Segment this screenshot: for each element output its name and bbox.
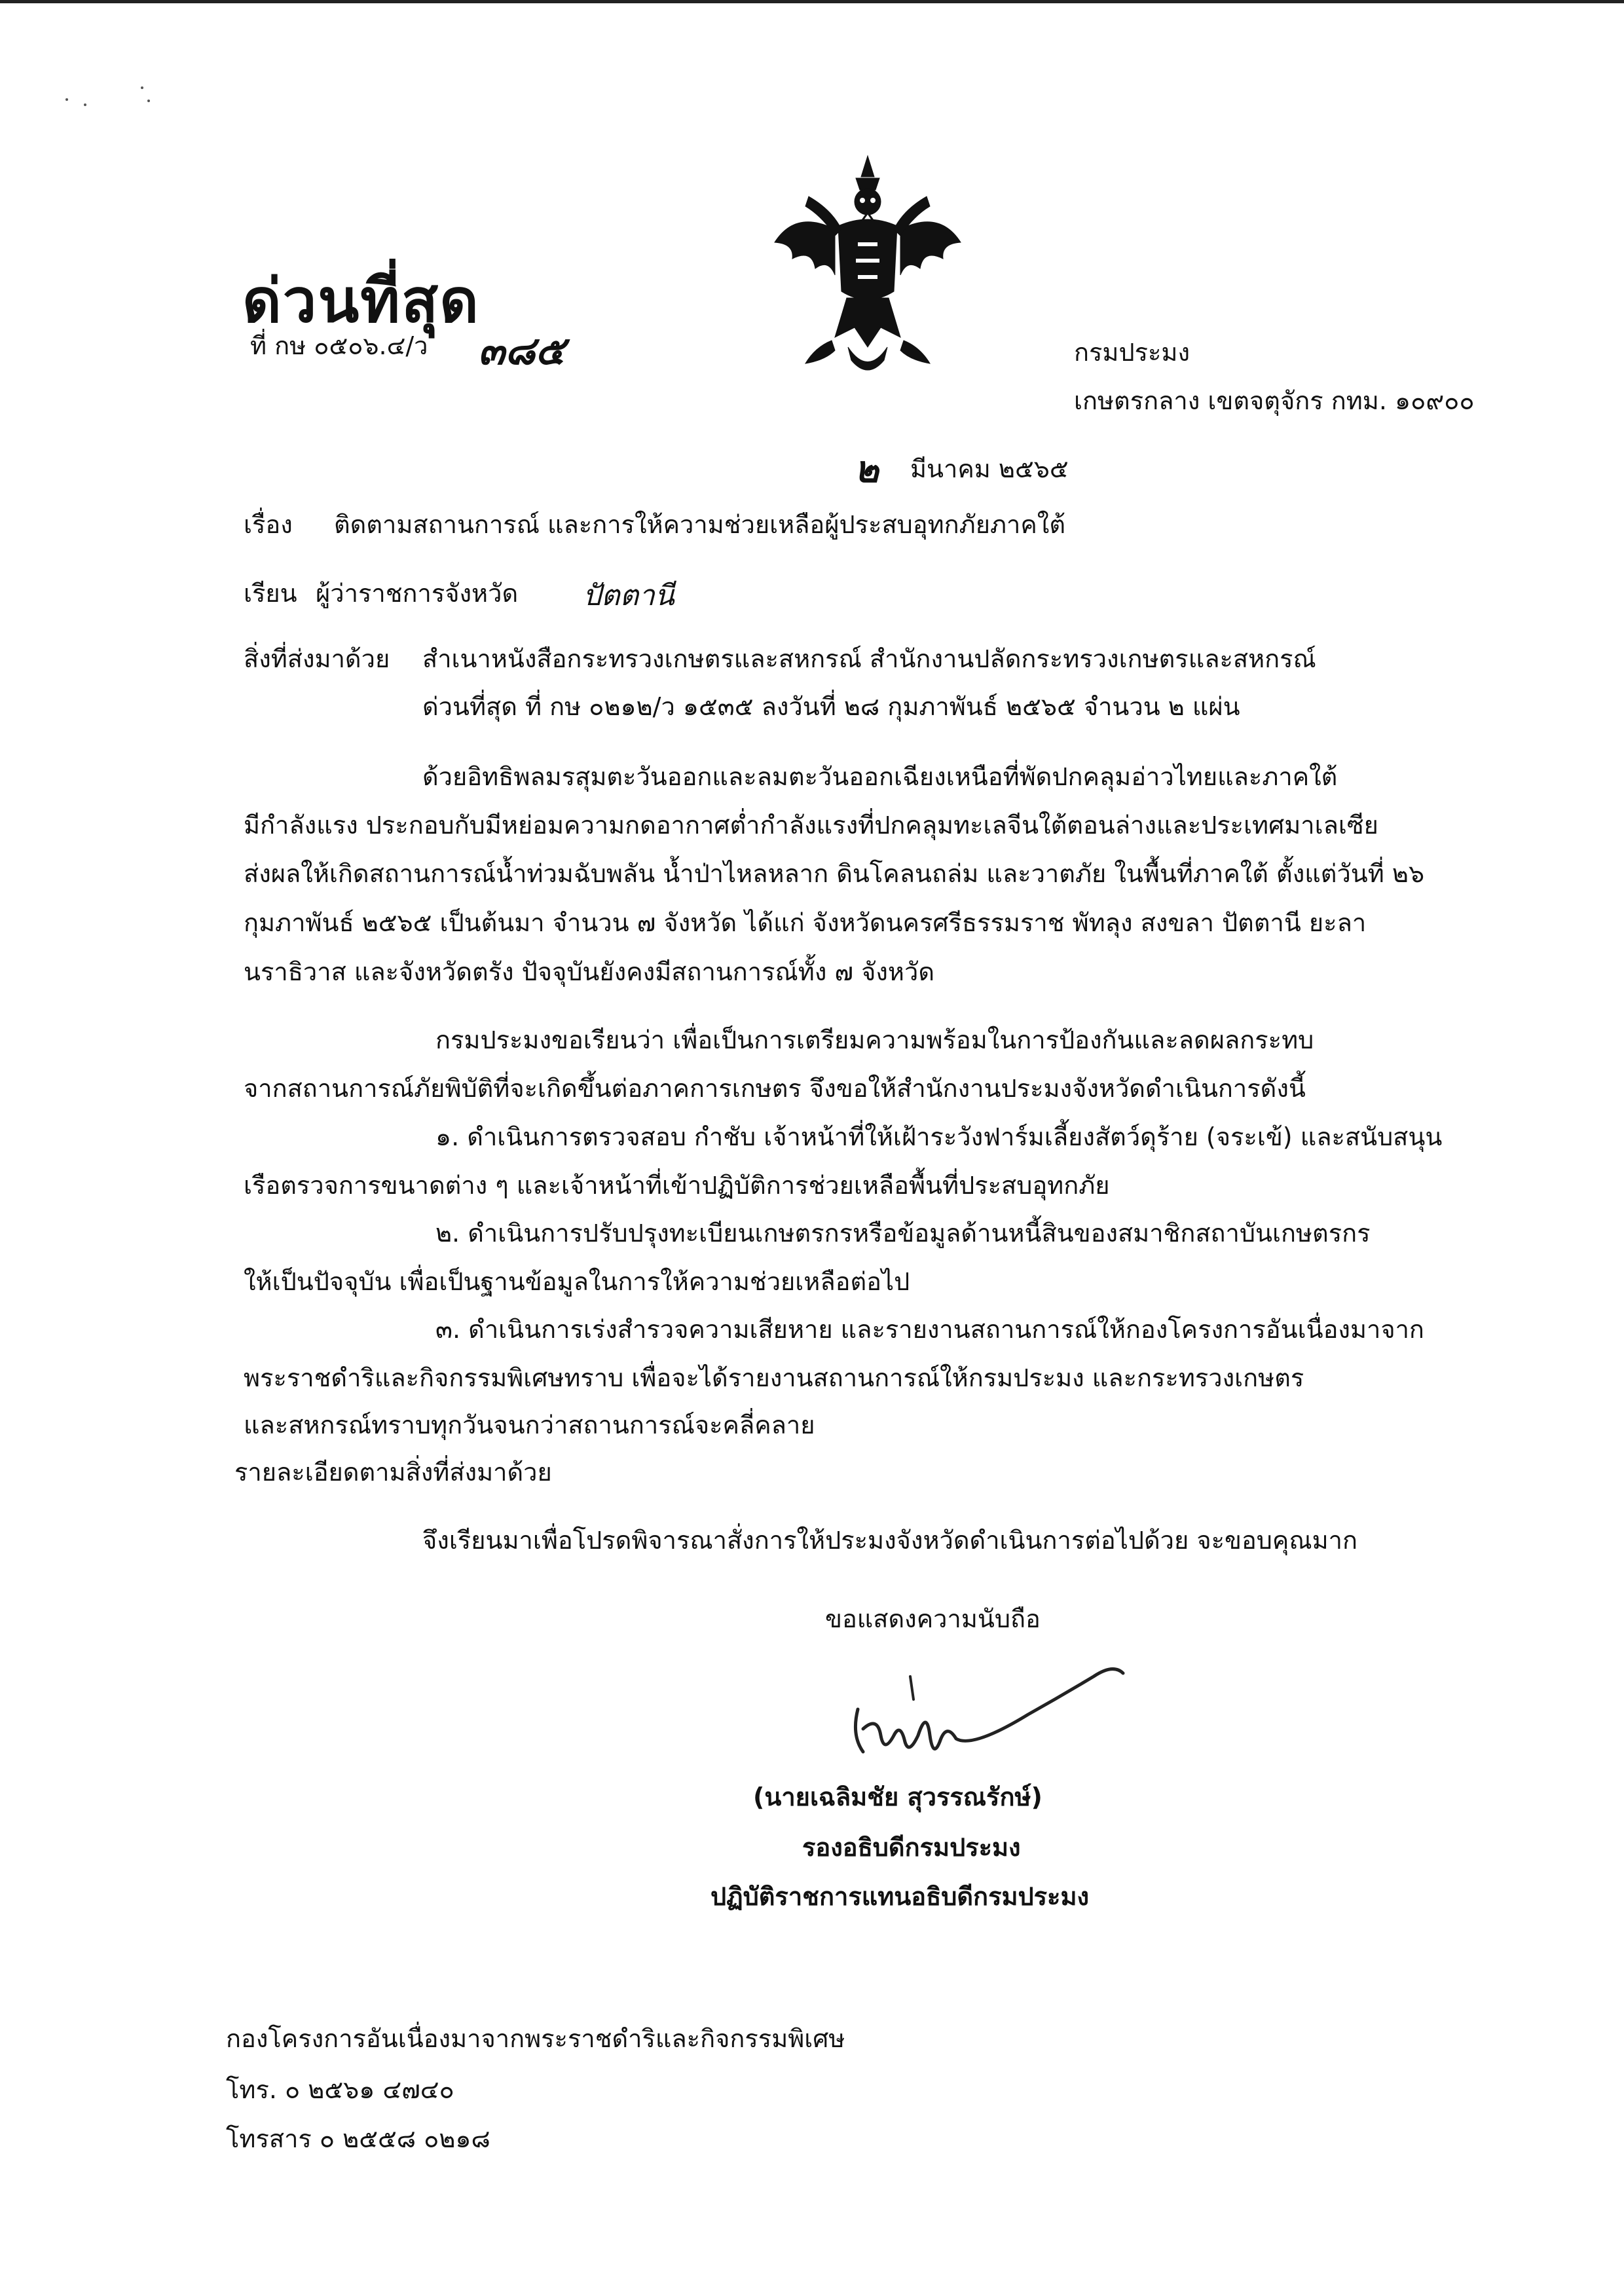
regards-text: ขอแสดงความนับถือ xyxy=(825,1604,1041,1633)
date-month-year: มีนาคม ๒๕๖๕ xyxy=(910,454,1069,483)
body-line: ด้วยอิทธิพลมรสุมตะวันออกและลมตะวันออกเฉียงเหนือที่พัดปกคลุมอ่าวไทยและภาคใต้ xyxy=(422,762,1338,791)
body-line: นราธิวาส และจังหวัดตรัง ปัจจุบันยังคงมีสถานการณ์ทั้ง ๗ จังหวัด xyxy=(244,957,935,986)
details-line: รายละเอียดตามสิ่งที่ส่งมาด้วย xyxy=(234,1458,552,1487)
enclosure-line: ด่วนที่สุด ที่ กษ ๐๒๑๒/ว ๑๕๓๕ ลงวันที่ ๒๘ กุมภาพันธ์ ๒๕๖๕ จำนวน ๒ แผ่น xyxy=(422,692,1240,721)
garuda-emblem-icon xyxy=(769,151,966,386)
body-line: กุมภาพันธ์ ๒๕๖๕ เป็นต้นมา จำนวน ๗ จังหวัด ได้แก่ จังหวัดนครศรีธรรมราช พัทลุง สงขลา ปัตตานี ยะลา xyxy=(244,908,1367,937)
body-line: มีกำลังแรง ประกอบกับมีหย่อมความกดอากาศต่ำกำลังแรงที่ปกคลุมทะเลจีนใต้ตอนล่างและประเทศมาเลเซีย xyxy=(244,811,1378,840)
list-item: เรือตรวจการขนาดต่าง ๆ และเจ้าหน้าที่เข้าปฏิบัติการช่วยเหลือพื้นที่ประสบอุทกภัย xyxy=(244,1171,1110,1200)
body-line: จากสถานการณ์ภัยพิบัติที่จะเกิดขึ้นต่อภาคการเกษตร จึงขอให้สำนักงานประมงจังหวัดดำเนินการดังนี้ xyxy=(244,1074,1306,1103)
signature-icon xyxy=(832,1637,1133,1775)
addressee-handwritten: ปัตตานี xyxy=(583,579,674,612)
scan-speck xyxy=(141,86,143,89)
enclosure-line: สำเนาหนังสือกระทรวงเกษตรและสหกรณ์ สำนักงานปลัดกระทรวงเกษตรและสหกรณ์ xyxy=(422,644,1316,673)
list-item: ๑. ดำเนินการตรวจสอบ กำชับ เจ้าหน้าที่ให้เฝ้าระวังฟาร์มเลี้ยงสัตว์ดุร้าย (จระเข้) และสนับสนุน xyxy=(435,1122,1443,1151)
subject-label: เรื่อง xyxy=(244,510,293,539)
signatory-name: (นายเฉลิมชัย สุวรรณรักษ์) xyxy=(753,1783,1043,1811)
list-item: พระราชดำริและกิจกรรมพิเศษทราบ เพื่อจะได้รายงานสถานการณ์ให้กรมประมง และกระทรวงเกษตร xyxy=(244,1363,1304,1392)
scan-top-edge xyxy=(0,0,1624,3)
closing-line: จึงเรียนมาเพื่อโปรดพิจารณาสั่งการให้ประมงจังหวัดดำเนินการต่อไปด้วย จะขอบคุณมาก xyxy=(422,1526,1357,1555)
signatory-position: รองอธิบดีกรมประมง xyxy=(802,1833,1021,1862)
addressee-label: เรียน xyxy=(244,579,297,608)
body-line: กรมประมงขอเรียนว่า เพื่อเป็นการเตรียมความพร้อมในการป้องกันและลดผลกระทบ xyxy=(435,1026,1314,1054)
body-line: ส่งผลให้เกิดสถานการณ์น้ำท่วมฉับพลัน น้ำป่าไหลหลาก ดินโคลนถล่ม และวาตภัย ในพื้นที่ภาคใต้ ตั้งแต่วันที่ ๒๖ xyxy=(244,859,1425,888)
addressee-text: ผู้ว่าราชการจังหวัด xyxy=(316,579,519,608)
enclosure-label: สิ่งที่ส่งมาด้วย xyxy=(244,644,390,673)
scan-speck xyxy=(84,103,86,106)
footer-division: กองโครงการอันเนื่องมาจากพระราชดำริและกิจกรรมพิเศษ xyxy=(226,2024,845,2053)
list-item: ๒. ดำเนินการปรับปรุงทะเบียนเกษตรกรหรือข้อมูลด้านหนี้สินของสมาชิกสถาบันเกษตรกร xyxy=(435,1219,1371,1248)
list-item: ให้เป็นปัจจุบัน เพื่อเป็นฐานข้อมูลในการให้ความช่วยเหลือต่อไป xyxy=(244,1267,910,1296)
list-item: และสหกรณ์ทราบทุกวันจนกว่าสถานการณ์จะคลี่คลาย xyxy=(244,1411,815,1439)
scan-speck xyxy=(65,98,68,101)
agency-address: เกษตรกลาง เขตจตุจักร กทม. ๑๐๙๐๐ xyxy=(1074,386,1475,415)
footer-tel: โทร. ๐ ๒๕๖๑ ๔๗๔๐ xyxy=(226,2075,454,2104)
footer-fax: โทรสาร ๐ ๒๕๕๘ ๐๒๑๘ xyxy=(226,2124,490,2153)
date-day-handwritten: ๒ xyxy=(855,449,879,491)
subject-text: ติดตามสถานการณ์ และการให้ความช่วยเหลือผู้ประสบอุทกภัยภาคใต้ xyxy=(334,510,1066,539)
signatory-position-acting: ปฏิบัติราชการแทนอธิบดีกรมประมง xyxy=(710,1882,1090,1911)
urgency-stamp: ด่วนที่สุด xyxy=(242,266,480,336)
document-number-handwritten: ๓๘๕ xyxy=(478,328,565,374)
list-item: ๓. ดำเนินการเร่งสำรวจความเสียหาย และรายงานสถานการณ์ให้กองโครงการอันเนื่องมาจาก xyxy=(435,1315,1424,1344)
scan-speck xyxy=(147,100,150,102)
agency-name: กรมประมง xyxy=(1074,338,1190,367)
document-number: ที่ กษ ๐๕๐๖.๔/ว xyxy=(250,331,428,360)
